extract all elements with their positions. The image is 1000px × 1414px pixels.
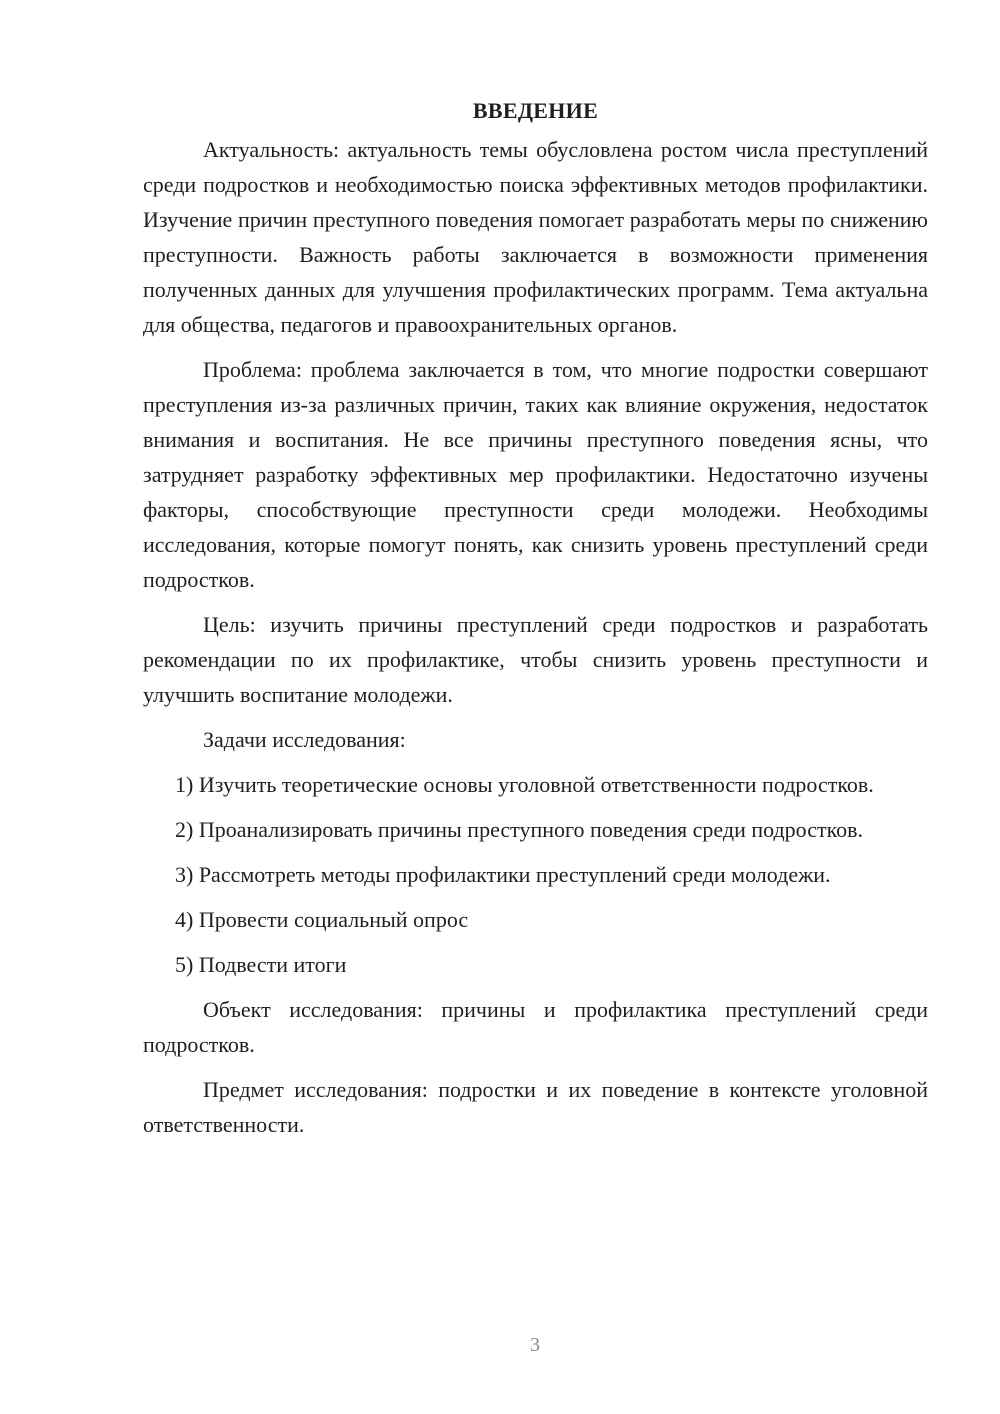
task-item: 1) Изучить теоретические основы уголовной ответственности подростков. (175, 772, 874, 797)
research-subject-paragraph: Предмет исследования: подростки и их поведение в контексте уголовной ответственности. (143, 1077, 928, 1137)
tasks-heading: Задачи исследования: (203, 727, 406, 752)
relevance-paragraph: Актуальность: актуальность темы обусловлена ростом числа преступлений среди подростков и необходимостью поиска эффективных методов профилактики. Изучение причин преступного поведения помогает разработать меры по снижению преступности. Важность работы заключается в возможности применения полученных данных для улучшения профилактических программ. Тема актуальна для общества, педагогов и правоохранительных органов. (143, 137, 928, 337)
task-item: 2) Проанализировать причины преступного поведения среди подростков. (175, 817, 864, 842)
page-number: 3 (530, 1334, 540, 1356)
research-object-paragraph: Объект исследования: причины и профилактика преступлений среди подростков. (143, 997, 928, 1057)
section-title: ВВЕДЕНИЕ (472, 98, 599, 123)
task-item: 4) Провести социальный опрос (175, 907, 469, 932)
task-item: 5) Подвести итоги (175, 952, 347, 977)
problem-paragraph: Проблема: проблема заключается в том, что многие подростки совершают преступления из-за различных причин, таких как влияние окружения, недостаток внимания и воспитания. Не все причины преступного поведения ясны, что затрудняет разработку эффективных мер профилактики. Недостаточно изучены факторы, способствующие преступности среди молодежи. Необходимы исследования, которые помогут понять, как снизить уровень преступлений среди подростков. (143, 357, 928, 592)
page-content (143, 96, 928, 1152)
goal-paragraph: Цель: изучить причины преступлений среди подростков и разработать рекомендации по их профилактике, чтобы снизить уровень преступности и улучшить воспитание молодежи. (143, 612, 928, 707)
task-item: 3) Рассмотреть методы профилактики преступлений среди молодежи. (175, 862, 831, 887)
